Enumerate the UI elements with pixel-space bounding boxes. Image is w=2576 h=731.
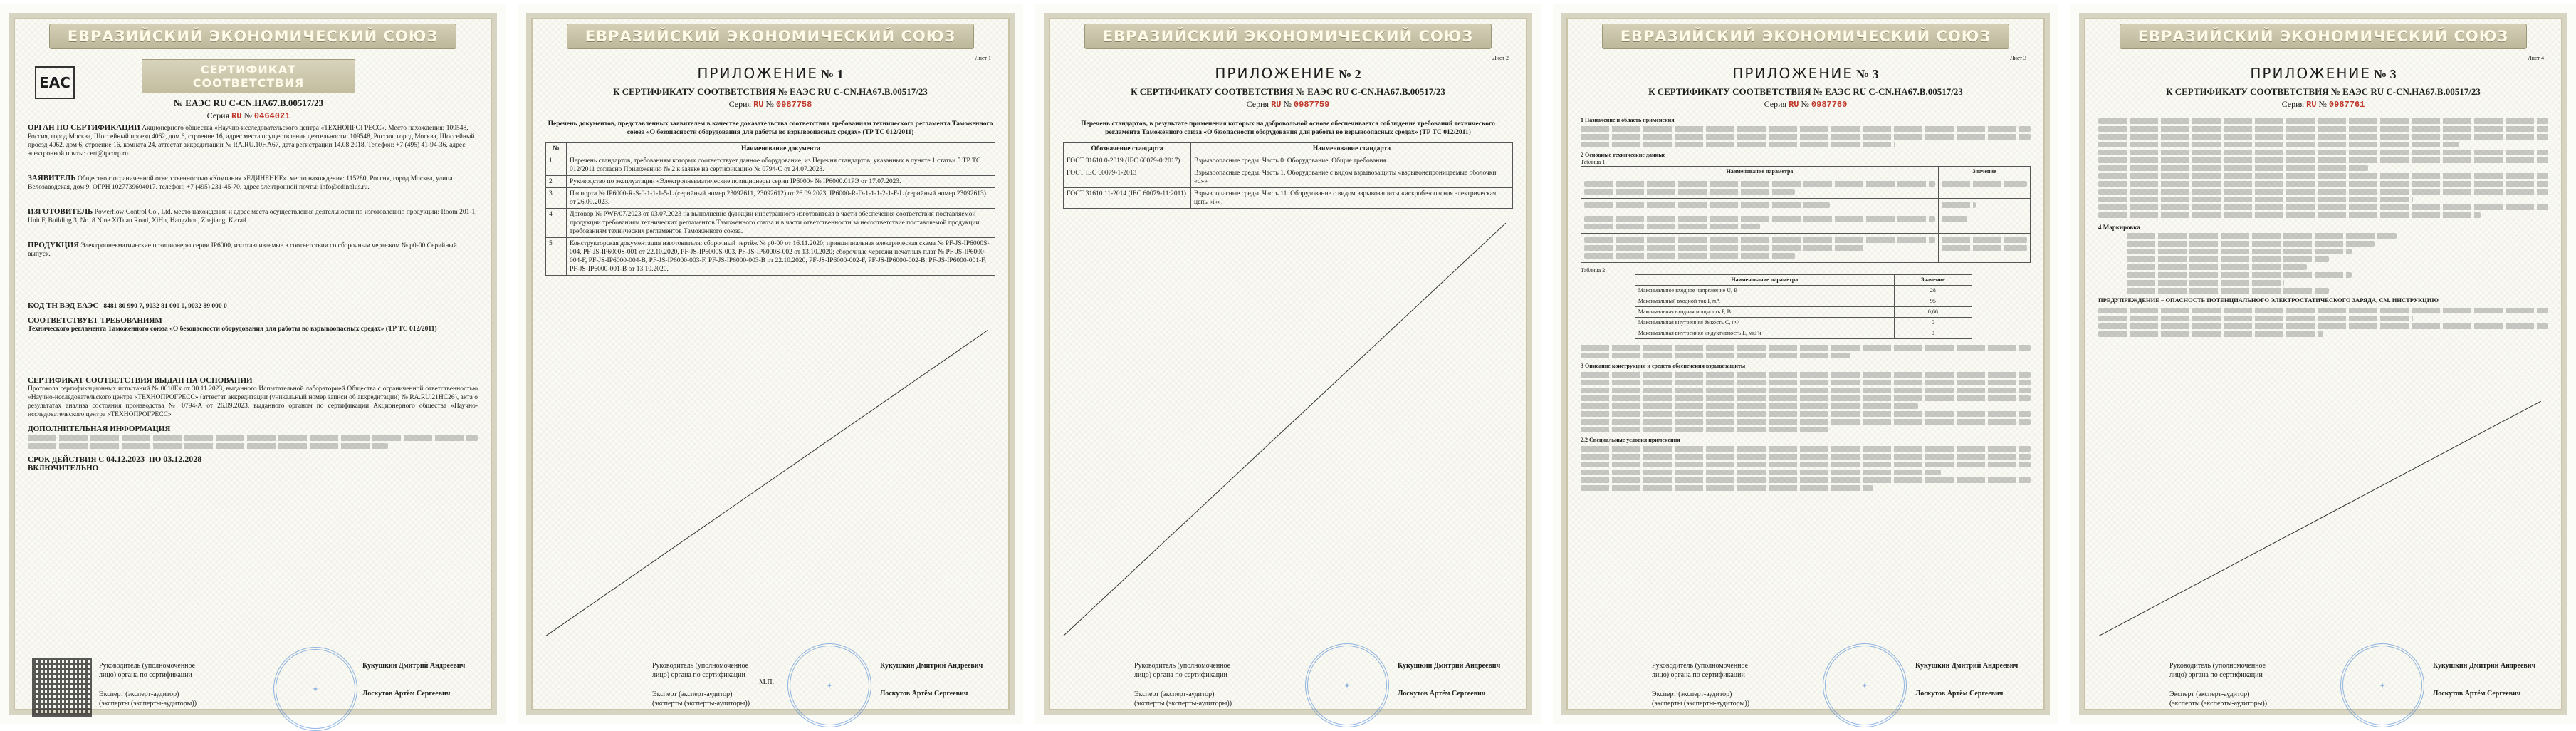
- basis-section: [28, 376, 478, 419]
- table-row: [546, 176, 995, 188]
- signature-labels: [2169, 661, 2267, 708]
- annex-ref: К СЕРТИФИКАТУ СООТВЕТСТВИЯ № ЕАЭС RU С-CN.НА67.В.00517/23: [613, 86, 928, 97]
- standard-code: ГОСТ 31610.0-2019 (IEC 60079-0:2017): [1064, 155, 1191, 167]
- text-line: [2098, 118, 2548, 124]
- annex-intro: Перечень стандартов, в результате применения которых на добровольной основе обеспечивается соблюдение требований технического регламента Таможенного союза «О безопасности оборудования для работы во взрывоопасных средах» (ТР ТС 012/2011): [1081, 120, 1495, 136]
- validity-section: [28, 455, 478, 472]
- head-name: Кукушкин Дмитрий Андреевич: [2433, 662, 2536, 670]
- expert-name: Лоскутов Артём Сергеевич: [2433, 690, 2521, 698]
- applicant-section: [28, 174, 478, 192]
- row-number: 5: [546, 238, 567, 276]
- page-banner: ЕВРАЗИЙСКИЙ ЭКОНОМИЧЕСКИЙ СОЮЗ: [567, 24, 974, 49]
- text-line: [1581, 395, 2031, 401]
- expert-line2: (эксперты (эксперты-аудиторы)): [99, 700, 197, 707]
- eac-mark: EAC: [35, 66, 75, 99]
- series-label: Серия: [206, 110, 230, 120]
- sheet-number: Лист 1: [975, 55, 991, 61]
- validity-to: 03.12.2028: [163, 454, 202, 464]
- page-frame: [9, 13, 497, 715]
- code-value: 8481 80 990 7, 9032 81 000 0, 9032 89 000 0: [103, 303, 227, 310]
- head-line2: лицо) органа по сертификации: [652, 671, 745, 679]
- text-line: [1584, 189, 1795, 195]
- signature-labels: [1134, 661, 1232, 708]
- signature-names: [2433, 661, 2535, 698]
- param-name: Максимальный входной ток I, мА: [1635, 296, 1894, 307]
- certificate-title: СЕРТИФИКАТ СООТВЕТСТВИЯ: [142, 59, 355, 93]
- annex-ref: К СЕРТИФИКАТУ СООТВЕТСТВИЯ № ЕАЭС RU С-CN.НА67.В.00517/23: [1648, 86, 1963, 97]
- signature-labels: [652, 661, 750, 708]
- seal-stamp-icon: ✦: [273, 647, 357, 731]
- serial-prefix: №: [244, 110, 252, 120]
- cert-number: RU С-CN.НА67.В.00517/23: [213, 98, 324, 108]
- seal-stamp-icon: ✦: [2340, 643, 2424, 727]
- param-value: 95: [1894, 296, 1972, 307]
- annex-number: № 1: [821, 67, 844, 81]
- page-banner: ЕВРАЗИЙСКИЙ ЭКОНОМИЧЕСКИЙ СОЮЗ: [2120, 24, 2527, 49]
- annex-number: № 3: [1856, 67, 1879, 81]
- standard-code: ГОСТ 31610.11-2014 (IEC 60079-11:2011): [1064, 188, 1191, 209]
- text-line: [1581, 126, 2031, 132]
- row-text: Конструкторская документация изготовителя: сборочный чертёж № р0-00 от 16.11.2020; принципиальная электрическая схема № PF-JS-IP6000S-004, PF-JS-IP6000S-001 от 22.10.2020, PF-JS-IP6000S-003, PF-JS-IP6000S-002 от 13.10.2020; сборочные чертежи печатных плат № PF-JS-IP6000-004-F, PF-JS-IP6000-004-B, PF-JS-IP6000-003-F, PF-JS-IP6000-003-B от 22.10.2020, PF-JS-IP6000-002-F, PF-JS-IP6000-002-B, PF-JS-IP6000-001-F, PF-JS-IP6000-001-B от 13.10.2020.: [567, 238, 995, 276]
- series-value: RU: [1271, 100, 1282, 110]
- expert-line1: Эксперт (эксперт-аудитор): [99, 690, 179, 698]
- documents-table: [545, 142, 995, 276]
- table-row: [1635, 296, 1972, 307]
- serial-number: 0987758: [775, 100, 812, 110]
- annex-number: № 2: [1339, 67, 1361, 81]
- text-line: [1584, 202, 1830, 208]
- text-line: [1584, 245, 1865, 251]
- row-number: 4: [546, 209, 567, 238]
- annex-intro: Перечень документов, представленных заявителем в качестве доказательства соответствия требованиям технического регламента Таможенного союза «О безопасности оборудования для работы во взрывоопасных средах» (ТР ТС 012/2011): [548, 120, 993, 136]
- text-line: [2127, 241, 2375, 247]
- annex3-sheet4-page: [2070, 4, 2576, 724]
- table-row: [1581, 234, 2031, 263]
- text-line: [1584, 216, 1935, 222]
- text-line: [1581, 470, 1941, 475]
- text-line: [2098, 331, 2323, 337]
- row-number: 3: [546, 188, 567, 209]
- code-section: [28, 301, 478, 311]
- expert-name: Лоскутов Артём Сергеевич: [362, 690, 451, 698]
- text-line: [1581, 419, 2031, 425]
- seal-stamp-icon: ✦: [787, 643, 871, 727]
- param-value: 0: [1894, 328, 1972, 339]
- table-label: Таблица 2: [1581, 267, 1606, 274]
- expert-name: Лоскутов Артём Сергеевич: [1398, 690, 1486, 698]
- param-value: 28: [1894, 286, 1972, 296]
- table-row: [1635, 318, 1972, 328]
- text-line: [28, 443, 388, 449]
- text-line: [1581, 345, 2031, 351]
- basis-label: СЕРТИФИКАТ СООТВЕТСТВИЯ ВЫДАН НА ОСНОВАНИИ: [28, 376, 253, 385]
- head-name: Кукушкин Дмитрий Андреевич: [880, 662, 983, 670]
- table-row: [546, 188, 995, 209]
- standard-name: Взрывоопасные среды. Часть 11. Оборудование с видом взрывозащиты «искробезопасная электрическая цепь «i»».: [1191, 188, 1513, 209]
- text-line: [1581, 427, 1828, 432]
- text-line: [1581, 485, 1873, 491]
- validity-to-label: ПО: [149, 455, 162, 464]
- serial-prefix: №: [2318, 99, 2327, 109]
- row-number: 2: [546, 176, 567, 188]
- sheet-number: Лист 2: [1492, 55, 1509, 61]
- standard-name: Взрывоопасные среды. Часть 1. Оборудование с видом взрывозащиты «взрывонепроницаемые оболочки «d»»: [1191, 167, 1513, 188]
- expert-line2: (эксперты (эксперты-аудиторы)): [2169, 700, 2268, 707]
- expert-line1: Эксперт (эксперт-аудитор): [1134, 690, 1215, 698]
- text-line: [2098, 173, 2548, 179]
- table-header: Значение: [1939, 167, 2031, 177]
- annex-title: ПРИЛОЖЕНИЕ: [1732, 65, 1854, 82]
- requirements-label: СООТВЕТСТВУЕТ ТРЕБОВАНИЯМ: [28, 316, 162, 325]
- params-table-2: [1635, 274, 1972, 339]
- text-line: [2098, 204, 2548, 210]
- head-name: Кукушкин Дмитрий Андреевич: [1398, 662, 1501, 670]
- extra-section: [28, 425, 478, 449]
- text-line: [2098, 197, 2413, 202]
- expert-line2: (эксперты (эксперты-аудиторы)): [1134, 700, 1232, 707]
- validity-label: СРОК ДЕЙСТВИЯ С: [28, 455, 105, 464]
- mp-label: М.П.: [759, 678, 775, 686]
- section-heading: 2 Основные технические данные: [1581, 152, 1665, 158]
- text-line: [1581, 462, 2031, 467]
- table-row: [546, 155, 995, 176]
- text-line: [1581, 353, 1850, 358]
- table-row: [1064, 167, 1513, 188]
- applicant-label: ЗАЯВИТЕЛЬ: [28, 174, 76, 182]
- expert-line1: Эксперт (эксперт-аудитор): [1652, 690, 1732, 698]
- product-section: [28, 241, 478, 259]
- section-heading: 3 Описание конструкции и средств обеспечения взрывозащиты: [1581, 363, 1746, 369]
- text-line: [2098, 189, 2548, 195]
- table-row: [546, 238, 995, 276]
- text-line: [1581, 411, 2031, 417]
- text-line: [2098, 181, 2548, 187]
- head-line1: Руководитель (уполномоченное: [99, 662, 196, 670]
- inclusive-label: ВКЛЮЧИТЕЛЬНО: [28, 464, 99, 472]
- text-line: [1942, 216, 1967, 222]
- standard-code: ГОСТ IEC 60079-1-2013: [1064, 167, 1191, 188]
- standard-name: Взрывоопасные среды. Часть 0. Оборудование. Общие требования.: [1191, 155, 1513, 167]
- annex2-page: [1035, 4, 1541, 724]
- text-line: [1581, 134, 2031, 140]
- text-line: [1942, 237, 2027, 243]
- text-line: [2127, 272, 2352, 278]
- serial-number: 0987759: [1293, 100, 1330, 110]
- text-line: [2127, 264, 2307, 270]
- table-row: [1581, 199, 2031, 212]
- serial-prefix: №: [765, 99, 774, 109]
- requirements-text: Технического регламента Таможенного союза «О безопасности оборудования для работы во взрывоопасных средах» (ТР ТС 012/2011): [28, 326, 437, 333]
- head-line1: Руководитель (уполномоченное: [2169, 662, 2266, 670]
- series-value: RU: [1789, 100, 1799, 110]
- head-name: Кукушкин Дмитрий Андреевич: [362, 662, 466, 670]
- serial-number: 0987760: [1811, 100, 1848, 110]
- table-header: №: [546, 143, 567, 155]
- text-line: [1942, 245, 2027, 251]
- annex-title: ПРИЛОЖЕНИЕ: [697, 65, 819, 82]
- param-name: Максимальное входное напряжение U, В: [1635, 286, 1894, 296]
- validity-from: 04.12.2023: [106, 454, 145, 464]
- page-banner: ЕВРАЗИЙСКИЙ ЭКОНОМИЧЕСКИЙ СОЮЗ: [1602, 24, 2009, 49]
- text-line: [2098, 308, 2548, 313]
- text-line: [1581, 454, 2031, 460]
- seal-stamp-icon: ✦: [1823, 643, 1907, 727]
- text-line: [2098, 323, 2548, 329]
- code-label: КОД ТН ВЭД ЕАЭС: [28, 301, 99, 310]
- text-line: [2127, 256, 2329, 262]
- page-frame: [1044, 13, 1532, 715]
- serial-prefix: №: [1283, 99, 1292, 109]
- text-line: [1942, 181, 2027, 187]
- section-heading: 4 Маркировка: [2098, 224, 2140, 231]
- text-line: [28, 435, 478, 441]
- row-text: Паспорта № IP6000-R-S-0-1-1-1-5-L (серийный номер 23092611, 23092612) от 26.09.2023, IP6000-R-D-1-1-1-2-1-F-L (серийный номер 23092613) от 26.09.2023.: [567, 188, 995, 209]
- certificate-page: [0, 4, 506, 724]
- annex1-page: [518, 4, 1023, 724]
- text-line: [1581, 388, 2031, 393]
- expert-line2: (эксперты (эксперты-аудиторы)): [1652, 700, 1750, 707]
- series-label: Серия: [1246, 99, 1269, 109]
- table-row: [1635, 328, 1972, 339]
- standards-table: [1063, 142, 1513, 209]
- text-line: [1584, 237, 1935, 243]
- maker-label: ИЗГОТОВИТЕЛЬ: [28, 207, 93, 216]
- head-name: Кукушкин Дмитрий Андреевич: [1915, 662, 2019, 670]
- table-header: Наименование документа: [567, 143, 995, 155]
- signature-names: [1915, 661, 2018, 698]
- annex-ref: К СЕРТИФИКАТУ СООТВЕТСТВИЯ № ЕАЭС RU С-CN.НА67.В.00517/23: [1131, 86, 1445, 97]
- table-row: [1581, 177, 2031, 199]
- signature-names: [362, 661, 465, 698]
- row-text: Руководство по эксплуатации «Электропневматические позиционеры серии IP6000» № IP6000.01РЭ от 17.07.2023.: [567, 176, 995, 188]
- text-line: [2098, 212, 2481, 218]
- cancel-diagonal: [2098, 401, 2541, 636]
- head-line2: лицо) органа по сертификации: [1134, 671, 1227, 679]
- text-line: [2098, 142, 2459, 147]
- param-name: Максимальная внутренняя индуктивность L, мкГн: [1635, 328, 1894, 339]
- qr-code-icon: [32, 658, 92, 717]
- expert-name: Лоскутов Артём Сергеевич: [1915, 690, 2004, 698]
- requirements-section: [28, 316, 478, 333]
- text-line: [2098, 134, 2548, 140]
- param-value: 0: [1894, 318, 1972, 328]
- annex3-page: [1553, 4, 2058, 724]
- page-banner: ЕВРАЗИЙСКИЙ ЭКОНОМИЧЕСКИЙ СОЮЗ: [1084, 24, 1492, 49]
- serial-number: 0987761: [2328, 100, 2365, 110]
- serial-number: 0464021: [253, 111, 290, 121]
- text-line: [2098, 165, 2368, 171]
- product-label: ПРОДУКЦИЯ: [28, 241, 80, 249]
- param-value: 0,66: [1894, 307, 1972, 318]
- text-line: [2098, 157, 2548, 163]
- text-line: [1581, 372, 2031, 378]
- table-row: [1635, 307, 1972, 318]
- org-text: Акционерного общества «Научно-исследовательского центра «ТЕХНОПРОГРЕСС». Место нахождения: 109548, Россия, город Москва, Шоссейный проезд 4062, дом 6, строение 16, адрес места осуществления деятельности: 109548, Россия, город Москва, Шоссейный проезд 4062, дом 6, строение 16, комната 24, аттестат аккредитации № RA.RU.10HA67, дата регистрации 14.08.2018. Телефон: +7 (495) 41-94-36, адрес электронной почты: cert@tpcorp.ru.: [28, 125, 475, 157]
- section-heading: 1 Назначение и область применения: [1581, 117, 1675, 123]
- annex-title: ПРИЛОЖЕНИЕ: [2250, 65, 2372, 82]
- table-row: [1064, 155, 1513, 167]
- annex-ref: К СЕРТИФИКАТУ СООТВЕТСТВИЯ № ЕАЭС RU С-CN.НА67.В.00517/23: [2166, 86, 2481, 97]
- page-frame: [1561, 13, 2050, 715]
- text-line: [1581, 477, 2031, 483]
- expert-line1: Эксперт (эксперт-аудитор): [652, 690, 733, 698]
- text-line: [1584, 181, 1935, 187]
- table-row: [1064, 188, 1513, 209]
- signature-names: [880, 661, 983, 698]
- page-frame: [2079, 13, 2567, 715]
- text-line: [2098, 316, 2413, 321]
- head-line2: лицо) органа по сертификации: [99, 671, 192, 679]
- text-line: [1581, 380, 2031, 385]
- params-table-1: [1581, 166, 2031, 263]
- param-name: Максимальная входная мощность P, Вт: [1635, 307, 1894, 318]
- sheet-number: Лист 3: [2010, 55, 2026, 61]
- text-line: [2127, 280, 2284, 286]
- text-line: [2098, 126, 2548, 132]
- series-value: RU: [231, 111, 242, 121]
- table-header: Значение: [1894, 275, 1972, 286]
- table-header: Наименование параметра: [1635, 275, 1894, 286]
- series-label: Серия: [2281, 99, 2305, 109]
- series-value: RU: [753, 100, 764, 110]
- head-line1: Руководитель (уполномоченное: [1652, 662, 1749, 670]
- signature-labels: [1652, 661, 1749, 708]
- expert-name: Лоскутов Артём Сергеевич: [880, 690, 968, 698]
- series-label: Серия: [728, 99, 752, 109]
- expert-line2: (эксперты (эксперты-аудиторы)): [652, 700, 750, 707]
- seal-stamp-icon: ✦: [1305, 643, 1389, 727]
- signature-labels: [99, 661, 197, 708]
- text-line: [1581, 142, 1895, 147]
- section-heading: 2.2 Специальные условия применения: [1581, 437, 1680, 443]
- org-label: ОРГАН ПО СЕРТИФИКАЦИИ: [28, 123, 140, 132]
- maker-text: Powerflow Control Co., Ltd. место нахождения и адрес места осуществления деятельности по изготовлению продукции: Room 201-1, Unit F, Building 3, No. 8 Nine XiTuan Road, XiHu, Hangzhou, Zhejiang, Китай.: [28, 209, 477, 224]
- page-banner: ЕВРАЗИЙСКИЙ ЭКОНОМИЧЕСКИЙ СОЮЗ: [49, 24, 456, 49]
- table-row: [546, 209, 995, 238]
- cert-number-label: № ЕАЭС: [173, 98, 211, 108]
- sheet-number: Лист 4: [2528, 55, 2544, 61]
- table-row: [1635, 286, 1972, 296]
- cancel-diagonal: [545, 330, 988, 636]
- text-line: [1581, 403, 1918, 409]
- head-line1: Руководитель (уполномоченное: [1134, 662, 1231, 670]
- row-text: Договор № PWF/07/2023 от 03.07.2023 на выполнение функции иностранного изготовителя в части обеспечения соответствия поставляемой продукции требованиям технических регламентов Таможенного союза и в части ответственности за несоответствие поставляемой продукции требованиям технических регламентов Таможенного союза.: [567, 209, 995, 238]
- table-header: Наименование параметра: [1581, 167, 1939, 177]
- maker-section: [28, 207, 478, 225]
- extra-label: ДОПОЛНИТЕЛЬНАЯ ИНФОРМАЦИЯ: [28, 425, 171, 433]
- cancel-diagonal: [1063, 223, 1506, 636]
- text-line: [2127, 288, 2329, 294]
- table-row: [1581, 212, 2031, 234]
- product-text: Электропневматические позиционеры серии IP6000, изготавливаемые в соответствии со сборочным чертежом № р0-00 Серийный выпуск.: [28, 242, 457, 258]
- serial-prefix: №: [1801, 99, 1809, 109]
- basis-text: Протокола сертификационных испытаний № 0610Ex от 30.11.2023, выданного Испытательной лабораторией Общества с ограниченной ответственностью «Научно-исследовательского центра «ТЕХНОПРОГРЕСС» (аттестат аккредитации (уникальный номер записи об аккредитации) № RA.RU.21HC26), акта о результатах анализа состояния производства № 0794-А от 26.09.2023, выданного органом по сертификации Акционерного общества «Научно-исследовательского центра «ТЕХНОПРОГРЕСС»: [28, 385, 478, 418]
- text-line: [2127, 249, 2352, 254]
- applicant-text: Общество с ограниченной ответственностью «Компания «ЕДИНЕНИЕ». место нахождения: 115280, Россия, город Москва, улица Велозаводская, дом 9, ОГРН 1027739604017. телефон: +7 (495) 231-45-70, адрес электронной почты: info@edinplus.ru.: [28, 175, 453, 191]
- text-line: [1584, 224, 1760, 229]
- text-line: [1581, 446, 2031, 452]
- text-line: [1584, 253, 1795, 259]
- annex-title: ПРИЛОЖЕНИЕ: [1215, 65, 1336, 82]
- row-number: 1: [546, 155, 567, 176]
- head-line2: лицо) органа по сертификации: [2169, 671, 2263, 679]
- text-line: [2127, 233, 2397, 239]
- text-line: [2098, 150, 2548, 155]
- table-label: Таблица 1: [1581, 159, 1606, 165]
- expert-line1: Эксперт (эксперт-аудитор): [2169, 690, 2250, 698]
- org-section: [28, 123, 478, 158]
- row-text: Перечень стандартов, требованиям которых соответствует данное оборудование, из Перечня стандартов, указанных в пункте 1 статьи 5 ТР ТС 012/2011 согласно Приложению № 2 к заявке на сертификацию № 0794-С от 24.07.2023.: [567, 155, 995, 176]
- head-line2: лицо) органа по сертификации: [1652, 671, 1745, 679]
- series-label: Серия: [1764, 99, 1787, 109]
- table-header: Обозначение стандарта: [1064, 143, 1191, 155]
- series-value: RU: [2306, 100, 2317, 110]
- warning-text: ПРЕДУПРЕЖДЕНИЕ – ОПАСНОСТЬ ПОТЕНЦИАЛЬНОГО ЭЛЕКТРОСТАТИЧЕСКОГО ЗАРЯДА, СМ. ИНСТРУКЦИЮ: [2098, 296, 2439, 304]
- head-line1: Руководитель (уполномоченное: [652, 662, 749, 670]
- annex-number: № 3: [2374, 67, 2397, 81]
- table-header: Наименование стандарта: [1191, 143, 1513, 155]
- signature-names: [1398, 661, 1500, 698]
- param-name: Максимальная внутренняя ёмкость C, нФ: [1635, 318, 1894, 328]
- text-line: [1942, 202, 1976, 208]
- page-frame: [526, 13, 1015, 715]
